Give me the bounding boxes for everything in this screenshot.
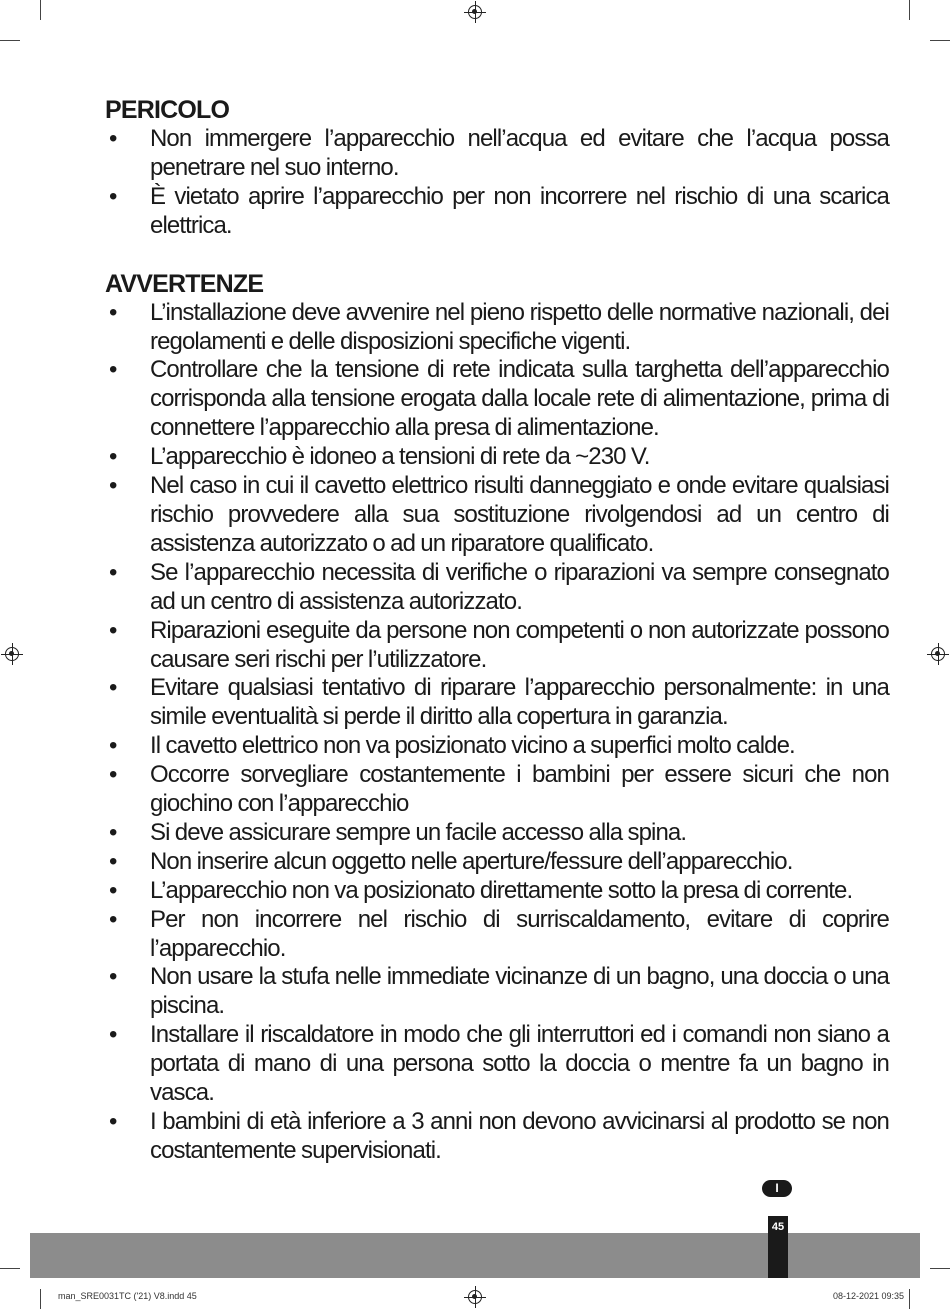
bullet-icon: • [109, 963, 117, 991]
bullet-icon: • [109, 761, 117, 789]
crop-mark [0, 40, 20, 41]
registration-mark-icon [468, 1290, 482, 1304]
bullet-icon: • [109, 732, 117, 760]
bullet-icon: • [109, 1021, 117, 1049]
bullet-icon: • [109, 876, 117, 904]
crop-mark [909, 0, 910, 20]
list-item: • L’installazione deve avvenire nel pieno rispetto delle normative nazionali, dei regolamenti e delle disposizioni specifiche vigenti. [109, 298, 889, 355]
list-item: • Non inserire alcun oggetto nelle aperture/fessure dell’apparecchio. [109, 847, 793, 875]
bullet-icon: • [109, 616, 117, 644]
bullet-icon: • [109, 818, 117, 846]
registration-mark-icon [468, 5, 482, 19]
list-item: • Nel caso in cui il cavetto elettrico risulti danneggiato e onde evitare qualsiasi rischio provvedere alla sua sostituzione rivolgendosi ad un centro di assistenza autorizzato o ad un riparatore qualificato. [109, 472, 889, 557]
registration-mark-icon [931, 647, 945, 661]
list-item: • Si deve assicurare sempre un facile accesso alla spina. [109, 818, 687, 846]
section-heading: PERICOLO [105, 96, 230, 124]
list-item: • Non usare la stufa nelle immediate vicinanze di un bagno, una doccia o una piscina. [109, 963, 889, 1020]
crop-mark [909, 1289, 910, 1309]
crop-mark [40, 0, 41, 20]
crop-mark [930, 1268, 950, 1269]
section-heading: AVVERTENZE [105, 269, 264, 298]
bullet-icon: • [109, 558, 117, 586]
section-pericolo [105, 96, 889, 241]
manual-content [105, 96, 889, 1195]
slug-timestamp: 08-12-2021 09:35 [832, 1291, 904, 1301]
bullet-icon: • [109, 443, 117, 471]
list-item: • Controllare che la tensione di rete indicata sulla targhetta dell’apparecchio corrisponda alla tensione erogata dalla locale rete di alimentazione, prima di connettere l’apparecchio alla presa di alimentazione. [109, 356, 889, 442]
list-item: • È vietato aprire l’apparecchio per non incorrere nel rischio di una scarica elettrica. [109, 182, 889, 239]
bullet-icon: • [109, 182, 117, 210]
list-item: • L’apparecchio non va posizionato direttamente sotto la presa di corrente. [109, 876, 853, 904]
list-item: • Non immergere l’apparecchio nell’acqua ed evitare che l’acqua possa penetrare nel suo interno. [109, 125, 889, 181]
list-item: • Se l’apparecchio necessita di verifiche o riparazioni va sempre consegnato ad un centro di assistenza autorizzato. [109, 558, 889, 615]
bullet-icon: • [109, 905, 117, 933]
bullet-icon: • [109, 125, 117, 152]
list-item: • Installare il riscaldatore in modo che gli interruttori ed i comandi non siano a portata di mano di una persona sotto la doccia o mentre fa un bagno in vasca. [109, 1021, 889, 1107]
bullet-icon: • [109, 298, 117, 326]
list-item: • Per non incorrere nel rischio di surriscaldamento, evitare di coprire l’apparecchio. [109, 905, 889, 962]
bullet-icon: • [109, 356, 117, 384]
list-item: • I bambini di età inferiore a 3 anni non devono avvicinarsi al prodotto se non costantemente supervisionati. [109, 1108, 889, 1164]
section-avvertenze [105, 270, 889, 1166]
language-badge: I [762, 1180, 792, 1197]
list-item: • L’apparecchio è idoneo a tensioni di rete da ~230 V. [109, 443, 650, 471]
bullet-icon: • [109, 674, 117, 702]
list-item: • Evitare qualsiasi tentativo di riparare l’apparecchio personalmente: in una simile eventualità si perde il diritto alla copertura in garanzia. [109, 674, 889, 731]
crop-mark [930, 40, 950, 41]
bullet-icon: • [109, 472, 117, 500]
list-item: • Riparazioni eseguite da persone non competenti o non autorizzate possono causare seri rischi per l’utilizzatore. [109, 616, 889, 673]
crop-mark [0, 1268, 20, 1269]
bullet-list [105, 125, 889, 241]
slug-filename: man_SRE0031TC ('21) V8.indd 45 [58, 1291, 197, 1301]
page-number: 45 [768, 1216, 788, 1278]
registration-mark-icon [5, 647, 19, 661]
list-item: • Occorre sorvegliare costantemente i bambini per essere sicuri che non giochino con l’apparecchio [109, 761, 889, 818]
bullet-list [105, 299, 889, 1166]
bullet-icon: • [109, 847, 117, 875]
list-item: • Il cavetto elettrico non va posizionato vicino a superfici molto calde. [109, 732, 795, 760]
bullet-icon: • [109, 1108, 117, 1135]
crop-mark [40, 1289, 41, 1309]
